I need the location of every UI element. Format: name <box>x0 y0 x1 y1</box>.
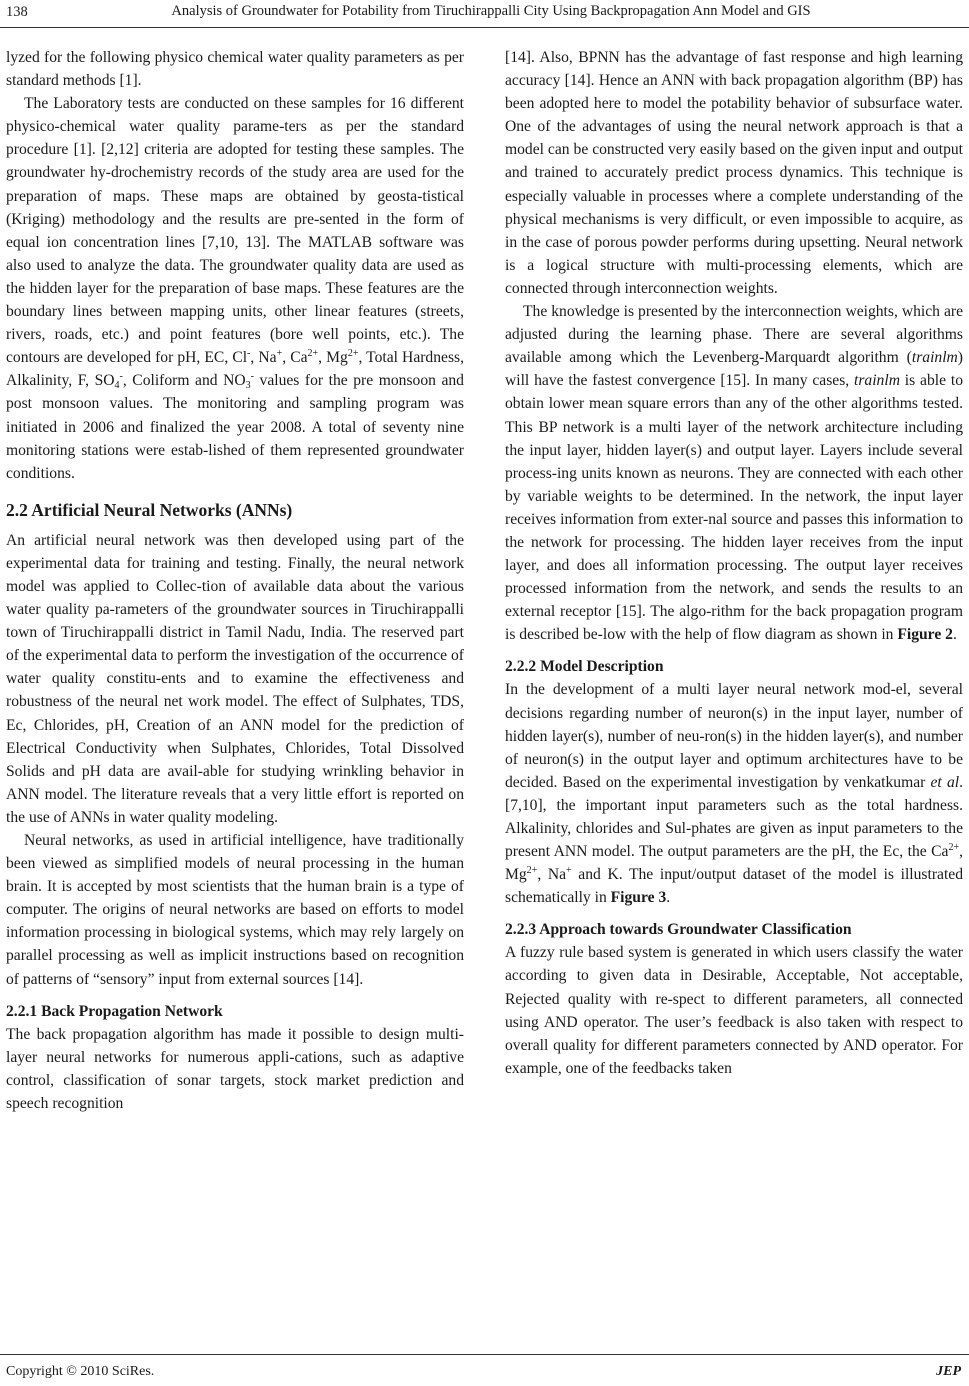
text-run: is able to obtain lower mean square errors than any of the other algorithms tested. This BP network is a multi layer of the network architecture including the input layer, hidden layer(s) and output layer. Layers include several process-ing units known as neurons. They are connected with each other by variable weights to be determined. In the network, the input layer receives information from exter-nal source and passes this information to the network for processing. The hidden layer receives from the input layer, and does all information processing. The output layer receives processed information from the network, and sends the results to an external receptor [15]. The algo-rithm for the back propagation program is described be-low with the help of flow diagram as shown in <box>505 372 963 644</box>
text-run: , Ca <box>282 349 308 367</box>
text-run: , Mg <box>318 349 348 367</box>
superscript: 2+ <box>307 348 319 360</box>
text-run: , Na <box>537 866 567 884</box>
superscript: - <box>250 371 254 383</box>
superscript: + <box>276 348 283 360</box>
italic-term: trainlm <box>911 349 958 367</box>
text-run: , Total Hardness, Alkalinity, <box>6 349 464 390</box>
text-run: . <box>952 626 957 644</box>
subsection-heading-2-2-3: 2.2.3 Approach towards Groundwater Classification <box>505 921 852 939</box>
journal-abbreviation: JEP <box>936 1364 961 1379</box>
header-rule <box>0 27 969 28</box>
paragraph-laboratory-tests <box>6 92 464 485</box>
figure-reference[interactable]: Figure 2 <box>897 626 953 644</box>
italic-term: et al <box>930 773 960 791</box>
figure-reference[interactable]: Figure 3 <box>610 889 667 907</box>
paragraph-continued: lyzed for the following physico chemical water quality parameters as per standard methods [1]. <box>6 49 464 90</box>
left-column <box>6 46 464 1115</box>
subsection-heading-2-2-2: 2.2.2 Model Description <box>505 658 664 676</box>
italic-term: trainlm <box>854 372 900 390</box>
subscript: 4 <box>114 380 120 392</box>
text-run: In the development of a multi layer neural network mod-el, several decisions regarding number of neuron(s) in the input layer, number of hidden layer(s), number of neu-ron(s) in the hidden layer(s), and number of neuron(s) in the output layer and optimum architectures have to be decided. Based on the experimental investigation by venkatkumar <box>505 681 963 791</box>
copyright-notice: Copyright © 2010 SciRes. <box>6 1364 155 1379</box>
footer-rule <box>0 1354 969 1355</box>
superscript: - <box>247 348 251 360</box>
text-run: , Coliform and NO <box>122 372 246 390</box>
paragraph-knowledge <box>505 300 963 646</box>
superscript: 2+ <box>948 842 960 854</box>
text-run: values for the pre monsoon and post monsoon values. The monitoring and sampling program was initiated in 2006 and finalized the year 2008. A total of seventy nine monitoring stations were estab-lished of them represented groundwater conditions. <box>6 372 464 482</box>
superscript: 2+ <box>526 865 538 877</box>
paragraph-neural-networks: Neural networks, as used in artificial intelligence, have traditionally been viewed as simplified models of neural processing in the human brain. It is accepted by most scientists that the human brain is a type of computer. The origins of neural networks are based on efforts to model information processing in biological systems, which may rely largely on parallel processing as well as implicit instructions based on recognition of patterns of “sensory” input from external sources [14]. <box>6 832 464 988</box>
text-run: pH, EC, Cl <box>177 349 248 367</box>
text-run: The knowledge is presented by the interconnection weights, which are adjusted during the learning phase. There are several algorithms available among which the Levenberg-Marquardt algorithm ( <box>505 303 963 367</box>
text-run: . <box>666 889 671 907</box>
paragraph-model-description <box>505 678 963 909</box>
paragraph-back-propagation: The back propagation algorithm has made it possible to design multi-layer neural networks for numerous appli-cations, such as adaptive control, classification of sonar targets, stock market prediction and speech recognition <box>6 1025 464 1112</box>
page-footer <box>0 1354 969 1384</box>
text-run: , Mg <box>505 843 963 884</box>
paragraph-fuzzy-rule: A fuzzy rule based system is generated in which users classify the water according to given data in Desirable, Acceptable, Not acceptable, Rejected quality with re-spect to different parameters, all connected using AND operator. The user’s feedback is also taken with respect to overall quality for different parameters connected by AND operator. For example, one of the feedbacks taken <box>505 944 963 1077</box>
paragraph-ann-developed: An artificial neural network was then developed using part of the experimental data for training and testing. Finally, the neural network model was applied to Collec-tion of available data about the various water quality pa-rameters of the groundwater sources in Tiruchirappalli town of Tiruchirappalli district in Tamil Nadu, India. The reserved part of the experimental data to perform the investigation of the occurrence of water quality constitu-ents and to examine the effectiveness and robustness of the neural net work model. The effect of Sulphates, TDS, Ec, Chlorides, pH, Creation of an ANN model for the prediction of Electrical Conductivity when Sulphates, Chlorides, Total Dissolved Solids and pH data are avail-able for studying wrinkling behavior in ANN model. The literature reveals that a very little effort is reported on the use of ANNs in water quality modeling. <box>6 531 464 826</box>
section-heading-2-2: 2.2 Artificial Neural Networks (ANNs) <box>6 499 293 520</box>
right-column <box>505 46 963 1080</box>
running-head <box>0 0 969 30</box>
text-run: , Na <box>250 349 277 367</box>
superscript: - <box>119 371 123 383</box>
superscript: + <box>566 865 572 877</box>
running-title: Analysis of Groundwater for Potability from Tiruchirappalli City Using Backpropagation Ann Model and GIS <box>171 3 811 19</box>
text-run: ) will have the fastest convergence [15]. In many cases, <box>505 349 963 390</box>
page-number: 138 <box>6 4 28 20</box>
paragraph-bpnn: [14]. Also, BPNN has the advantage of fast response and high learning accuracy [14]. Hence an ANN with back propagation algorithm (BP) has been adopted here to model the potability behavior of subsurface water. One of the advantages of using the neural network approach is that a model can be constructed very easily based on the given input and output and trained to accurately predict process dynamics. This technique is especially valuable in processes where a complete understanding of the physical mechanisms is very difficult, or even impossible to acquire, as in the case of porous powder performs during upsetting. Neural network is a logical structure with multi-processing elements, which are connected through interconnection weights. <box>505 49 963 297</box>
text-run: . [7,10], the important input parameters such as the total hardness. Alkalinity, chlorides and Sul-phates are given as input parameters to the present ANN model. The output parameters are the pH, the Ec, the Ca <box>505 773 963 861</box>
subsection-heading-2-2-1: 2.2.1 Back Propagation Network <box>6 1002 223 1020</box>
text-run: F, SO <box>77 372 115 390</box>
subscript: 3 <box>245 380 251 392</box>
text-run: The Laboratory tests are conducted on these samples for 16 different physico-chemical water quality parame-ters as per the standard procedure [1]. [2,12] criteria are adopted for testing these samples. The groundwater hy-drochemistry records of the study area are used for the preparation of maps. These maps are obtained by geosta-tistical (Kriging) methodology and the results are pre-sented in the form of equal ion concentration lines [7,10, 13]. The MATLAB software was also used to analyze the data. The groundwater quality data are used as the hidden layer for the preparation of base maps. These features are the boundary lines between mapping units, other linear features (streets, rivers, roads, etc.) and point features (bore well points, etc.). The contours are developed for <box>6 95 464 367</box>
superscript: 2+ <box>347 348 359 360</box>
text-run: and K. The input/output dataset of the model is illustrated schematically in <box>505 866 963 907</box>
